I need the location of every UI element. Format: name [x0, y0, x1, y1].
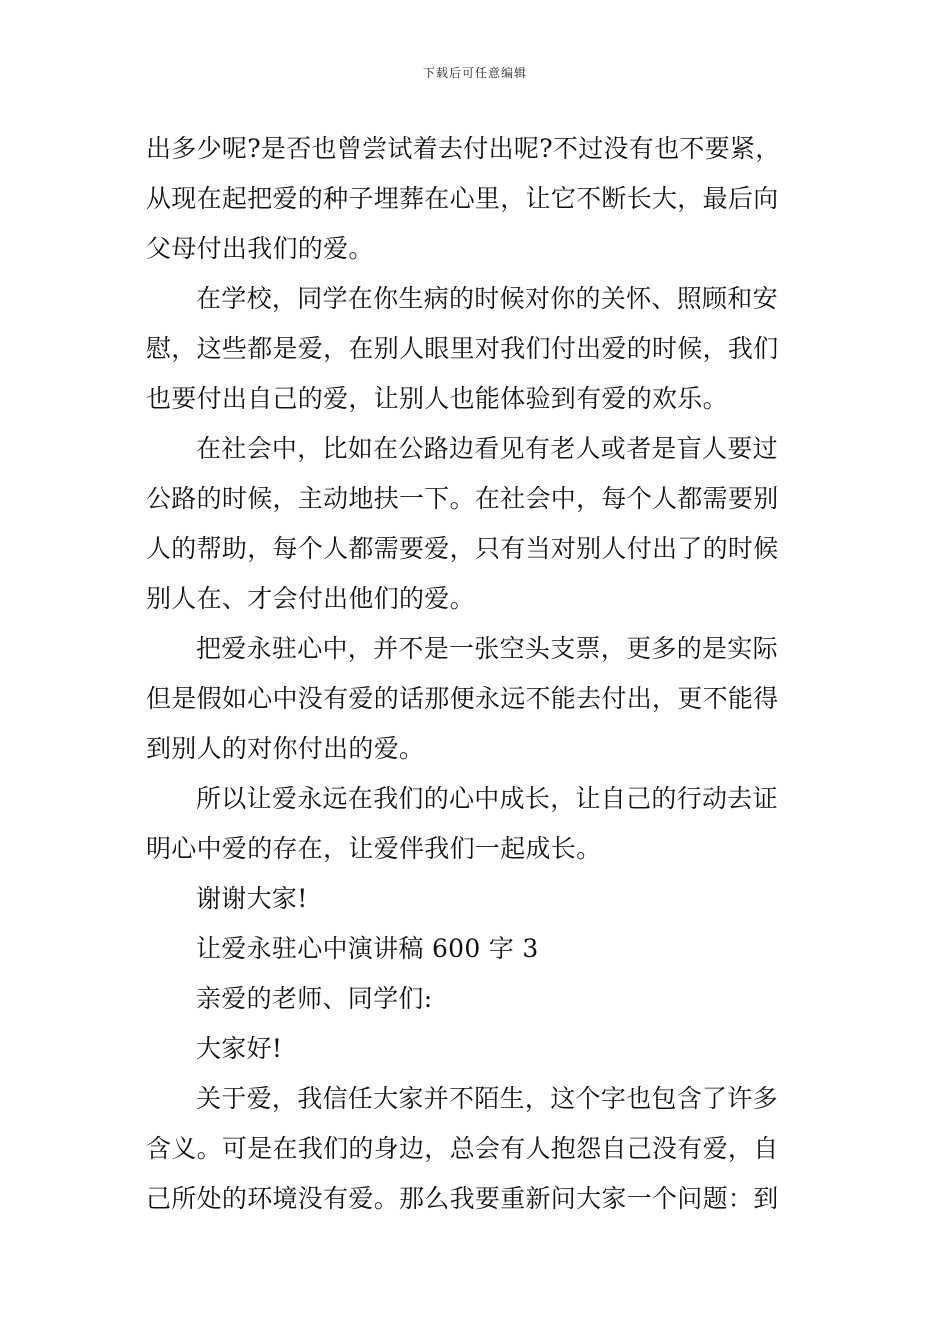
text-line: 出多少呢?是否也曾尝试着去付出呢?不过没有也不要紧， [146, 134, 781, 163]
page-header: 下载后可任意编辑 [422, 66, 527, 80]
salutation-line: 亲爱的老师、同学们: [196, 984, 433, 1013]
paragraph-start-line: 在社会中，比如在公路边看见有老人或者是盲人要过 [196, 434, 778, 463]
text-line: 明心中爱的存在，让爱伴我们一起成长。 [146, 834, 602, 863]
text-line: 含义。可是在我们的身边，总会有人抱怨自己没有爱，自 [146, 1134, 779, 1163]
text-line: 从现在起把爱的种子埋葬在心里，让它不断长大，最后向 [146, 184, 779, 213]
text-line: 慰，这些都是爱，在别人眼里对我们付出爱的时候，我们 [146, 334, 779, 363]
text-line: 但是假如心中没有爱的话那便永远不能去付出，更不能得 [146, 684, 779, 713]
text-line: 到别人的对你付出的爱。 [146, 734, 425, 763]
text-line: 人的帮助，每个人都需要爱，只有当对别人付出了的时候 [146, 534, 779, 563]
closing-line: 谢谢大家! [196, 884, 308, 913]
text-line: 己所处的环境没有爱。那么我要重新问大家一个问题：到 [146, 1184, 779, 1213]
section-title: 让爱永驻心中演讲稿 600 字 3 [196, 934, 539, 963]
text-line: 父母付出我们的爱。 [146, 234, 374, 263]
paragraph-start-line: 把爱永驻心中，并不是一张空头支票，更多的是实际 [196, 634, 778, 663]
document-body [146, 124, 811, 1224]
paragraph-start-line: 在学校，同学在你生病的时候对你的关怀、照顾和安 [196, 284, 778, 313]
paragraph-start-line: 所以让爱永远在我们的心中成长，让自己的行动去证 [196, 784, 778, 813]
greeting-line: 大家好! [196, 1034, 283, 1063]
text-line: 也要付出自己的爱，让别人也能体验到有爱的欢乐。 [146, 384, 728, 413]
text-line: 公路的时候，主动地扶一下。在社会中，每个人都需要别 [146, 484, 779, 513]
text-line: 别人在、才会付出他们的爱。 [146, 584, 475, 613]
paragraph-start-line: 关于爱，我信任大家并不陌生，这个字也包含了许多 [196, 1084, 778, 1113]
